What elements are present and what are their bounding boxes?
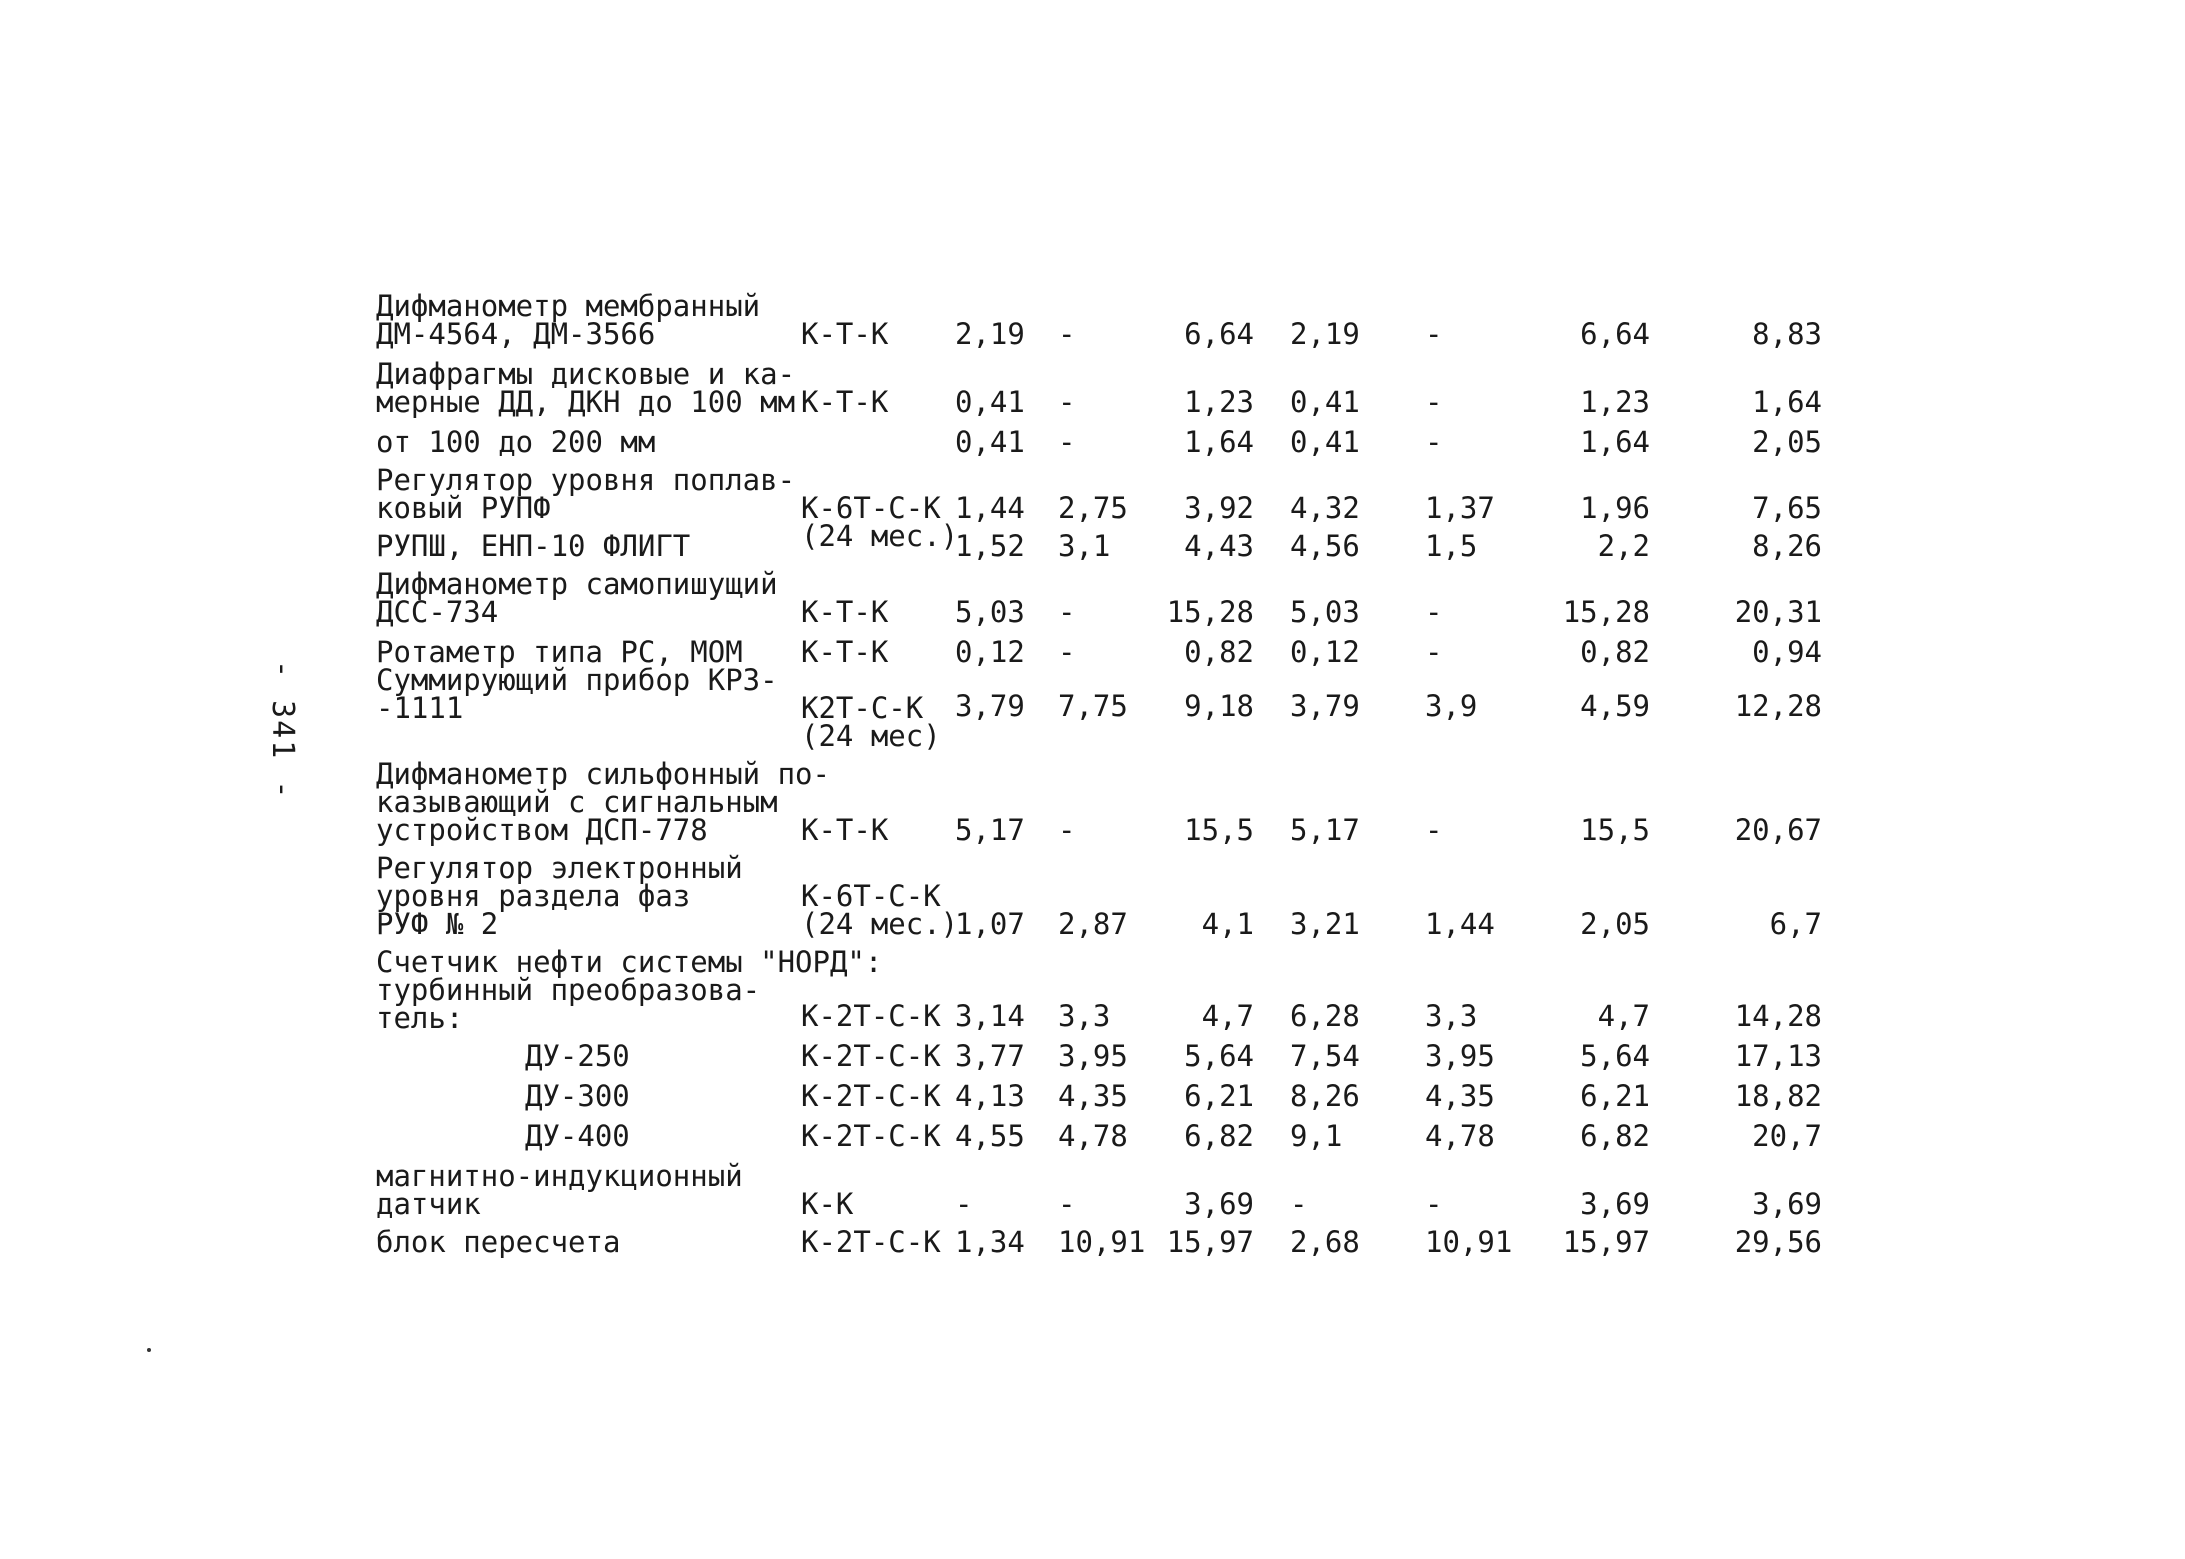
service-mode: К-2Т-С-К (801, 1039, 941, 1073)
value-3: 3,69 (1184, 1187, 1254, 1221)
value-7: 20,7 (1752, 1119, 1822, 1153)
value-2: 4,78 (1058, 1119, 1128, 1153)
value-7: 20,31 (1734, 595, 1822, 629)
value-6: 4,59 (1580, 689, 1650, 723)
value-5: 1,37 (1425, 491, 1495, 525)
value-2: - (1058, 385, 1076, 419)
value-4: 3,79 (1290, 689, 1360, 723)
value-6: 3,69 (1580, 1187, 1650, 1221)
value-2: - (1058, 425, 1076, 459)
value-5: - (1425, 1187, 1443, 1221)
value-7: 2,05 (1752, 425, 1822, 459)
value-1: 0,41 (955, 425, 1025, 459)
value-3: 6,82 (1184, 1119, 1254, 1153)
value-1: 3,79 (955, 689, 1025, 723)
value-5: 4,78 (1425, 1119, 1495, 1153)
service-mode: К-Т-К (801, 317, 889, 351)
value-3: 1,64 (1184, 425, 1254, 459)
value-1: 5,17 (955, 813, 1025, 847)
value-1: 0,41 (955, 385, 1025, 419)
service-mode: К-2Т-С-К (801, 1225, 941, 1259)
value-2: - (1058, 635, 1076, 669)
value-3: 9,18 (1184, 689, 1254, 723)
item-name: ДУ-300 (525, 1079, 630, 1113)
value-5: - (1425, 813, 1443, 847)
value-4: 9,1 (1290, 1119, 1343, 1153)
value-3: 6,64 (1184, 317, 1254, 351)
value-4: - (1290, 1187, 1308, 1221)
item-name: Диафрагмы дисковые и ка- мерные ДД, ДКН до 100 мм (376, 357, 796, 419)
value-2: 4,35 (1058, 1079, 1128, 1113)
value-4: 7,54 (1290, 1039, 1360, 1073)
value-3: 5,64 (1184, 1039, 1254, 1073)
service-mode: К-Т-К (801, 813, 889, 847)
service-mode: К-Т-К (801, 635, 889, 669)
value-4: 4,56 (1290, 529, 1360, 563)
value-3: 15,28 (1166, 595, 1254, 629)
value-1: 5,03 (955, 595, 1025, 629)
value-1: 4,13 (955, 1079, 1025, 1113)
service-mode: К-6Т-С-К (24 мес.) (801, 879, 959, 941)
value-5: 3,9 (1425, 689, 1478, 723)
value-3: 0,82 (1184, 635, 1254, 669)
item-name: ДУ-250 (525, 1039, 630, 1073)
value-4: 5,03 (1290, 595, 1360, 629)
value-7: 29,56 (1734, 1225, 1822, 1259)
value-2: 3,3 (1058, 999, 1111, 1033)
service-mode: (24 мес.) (801, 519, 959, 553)
value-6: 5,64 (1580, 1039, 1650, 1073)
value-5: - (1425, 635, 1443, 669)
service-mode: К-Т-К (801, 385, 889, 419)
value-5: - (1425, 385, 1443, 419)
value-3: 3,92 (1184, 491, 1254, 525)
value-2: - (1058, 595, 1076, 629)
service-mode: К2Т-С-К (24 мес) (801, 691, 941, 753)
item-name: Суммирующий прибор КРЗ- -1111 (376, 663, 778, 725)
value-6: 6,64 (1580, 317, 1650, 351)
value-1: 4,55 (955, 1119, 1025, 1153)
value-5: 4,35 (1425, 1079, 1495, 1113)
value-7: 8,26 (1752, 529, 1822, 563)
value-6: 15,28 (1562, 595, 1650, 629)
value-5: 10,91 (1425, 1225, 1513, 1259)
value-3: 15,5 (1184, 813, 1254, 847)
value-3: 1,23 (1184, 385, 1254, 419)
value-3: 4,1 (1201, 907, 1254, 941)
value-6: 1,64 (1580, 425, 1650, 459)
item-name: от 100 до 200 мм (376, 425, 656, 459)
service-mode: К-2Т-С-К (801, 999, 941, 1033)
value-4: 0,41 (1290, 385, 1360, 419)
value-1: - (955, 1187, 973, 1221)
value-6: 2,2 (1597, 529, 1650, 563)
page-number: - 341 - (265, 660, 300, 801)
value-7: 7,65 (1752, 491, 1822, 525)
value-5: 1,44 (1425, 907, 1495, 941)
value-6: 15,5 (1580, 813, 1650, 847)
value-5: - (1425, 425, 1443, 459)
value-6: 2,05 (1580, 907, 1650, 941)
item-name: Дифманометр самопишущий ДСС-734 (376, 567, 778, 629)
value-2: - (1058, 1187, 1076, 1221)
value-4: 3,21 (1290, 907, 1360, 941)
value-6: 0,82 (1580, 635, 1650, 669)
item-name: магнитно-индукционный датчик (376, 1159, 743, 1221)
value-1: 1,07 (955, 907, 1025, 941)
value-2: 2,87 (1058, 907, 1128, 941)
value-2: - (1058, 813, 1076, 847)
service-mode: К-2Т-С-К (801, 1079, 941, 1113)
value-6: 4,7 (1597, 999, 1650, 1033)
value-1: 1,34 (955, 1225, 1025, 1259)
value-5: 3,95 (1425, 1039, 1495, 1073)
service-mode: К-К (801, 1187, 854, 1221)
value-7: 1,64 (1752, 385, 1822, 419)
value-5: 1,5 (1425, 529, 1478, 563)
value-1: 1,52 (955, 529, 1025, 563)
value-6: 6,21 (1580, 1079, 1650, 1113)
value-7: 17,13 (1734, 1039, 1822, 1073)
value-5: - (1425, 595, 1443, 629)
value-7: 8,83 (1752, 317, 1822, 351)
value-6: 6,82 (1580, 1119, 1650, 1153)
item-name: Регулятор уровня поплав- ковый РУПФ (376, 463, 796, 525)
value-1: 0,12 (955, 635, 1025, 669)
value-4: 5,17 (1290, 813, 1360, 847)
item-name: Регулятор электронный уровня раздела фаз РУФ № 2 (376, 851, 743, 941)
value-3: 6,21 (1184, 1079, 1254, 1113)
value-6: 1,96 (1580, 491, 1650, 525)
value-2: - (1058, 317, 1076, 351)
value-7: 20,67 (1734, 813, 1822, 847)
value-3: 4,43 (1184, 529, 1254, 563)
value-2: 3,1 (1058, 529, 1111, 563)
item-name: ДУ-400 (525, 1119, 630, 1153)
item-name: блок пересчета (376, 1225, 621, 1259)
stray-mark (147, 1348, 151, 1352)
value-5: - (1425, 317, 1443, 351)
value-2: 7,75 (1058, 689, 1128, 723)
value-7: 18,82 (1734, 1079, 1822, 1113)
item-name: Дифманометр мембранный ДМ-4564, ДМ-3566 (376, 289, 761, 351)
item-name: Дифманометр сильфонный по- казывающий с сигнальным устройством ДСП-778 (376, 757, 830, 847)
value-4: 0,12 (1290, 635, 1360, 669)
value-4: 2,68 (1290, 1225, 1360, 1259)
value-7: 6,7 (1769, 907, 1822, 941)
value-1: 2,19 (955, 317, 1025, 351)
value-7: 3,69 (1752, 1187, 1822, 1221)
value-2: 3,95 (1058, 1039, 1128, 1073)
value-7: 14,28 (1734, 999, 1822, 1033)
value-4: 6,28 (1290, 999, 1360, 1033)
value-6: 15,97 (1562, 1225, 1650, 1259)
value-4: 8,26 (1290, 1079, 1360, 1113)
value-1: 3,14 (955, 999, 1025, 1033)
value-6: 1,23 (1580, 385, 1650, 419)
value-4: 2,19 (1290, 317, 1360, 351)
value-4: 0,41 (1290, 425, 1360, 459)
service-mode: К-6Т-С-К (801, 491, 941, 525)
value-2: 2,75 (1058, 491, 1128, 525)
value-7: 12,28 (1734, 689, 1822, 723)
item-name: Счетчик нефти системы "НОРД": турбинный преобразова- тель: (376, 945, 883, 1035)
service-mode: К-Т-К (801, 595, 889, 629)
service-mode: К-2Т-С-К (801, 1119, 941, 1153)
item-name: РУПШ, ЕНП-10 ФЛИГТ (376, 529, 691, 563)
value-3: 4,7 (1201, 999, 1254, 1033)
value-1: 1,44 (955, 491, 1025, 525)
value-4: 4,32 (1290, 491, 1360, 525)
item-name: Ротаметр типа РС, МОМ (376, 635, 743, 669)
value-5: 3,3 (1425, 999, 1478, 1033)
value-1: 3,77 (955, 1039, 1025, 1073)
value-2: 10,91 (1058, 1225, 1146, 1259)
value-7: 0,94 (1752, 635, 1822, 669)
value-3: 15,97 (1166, 1225, 1254, 1259)
